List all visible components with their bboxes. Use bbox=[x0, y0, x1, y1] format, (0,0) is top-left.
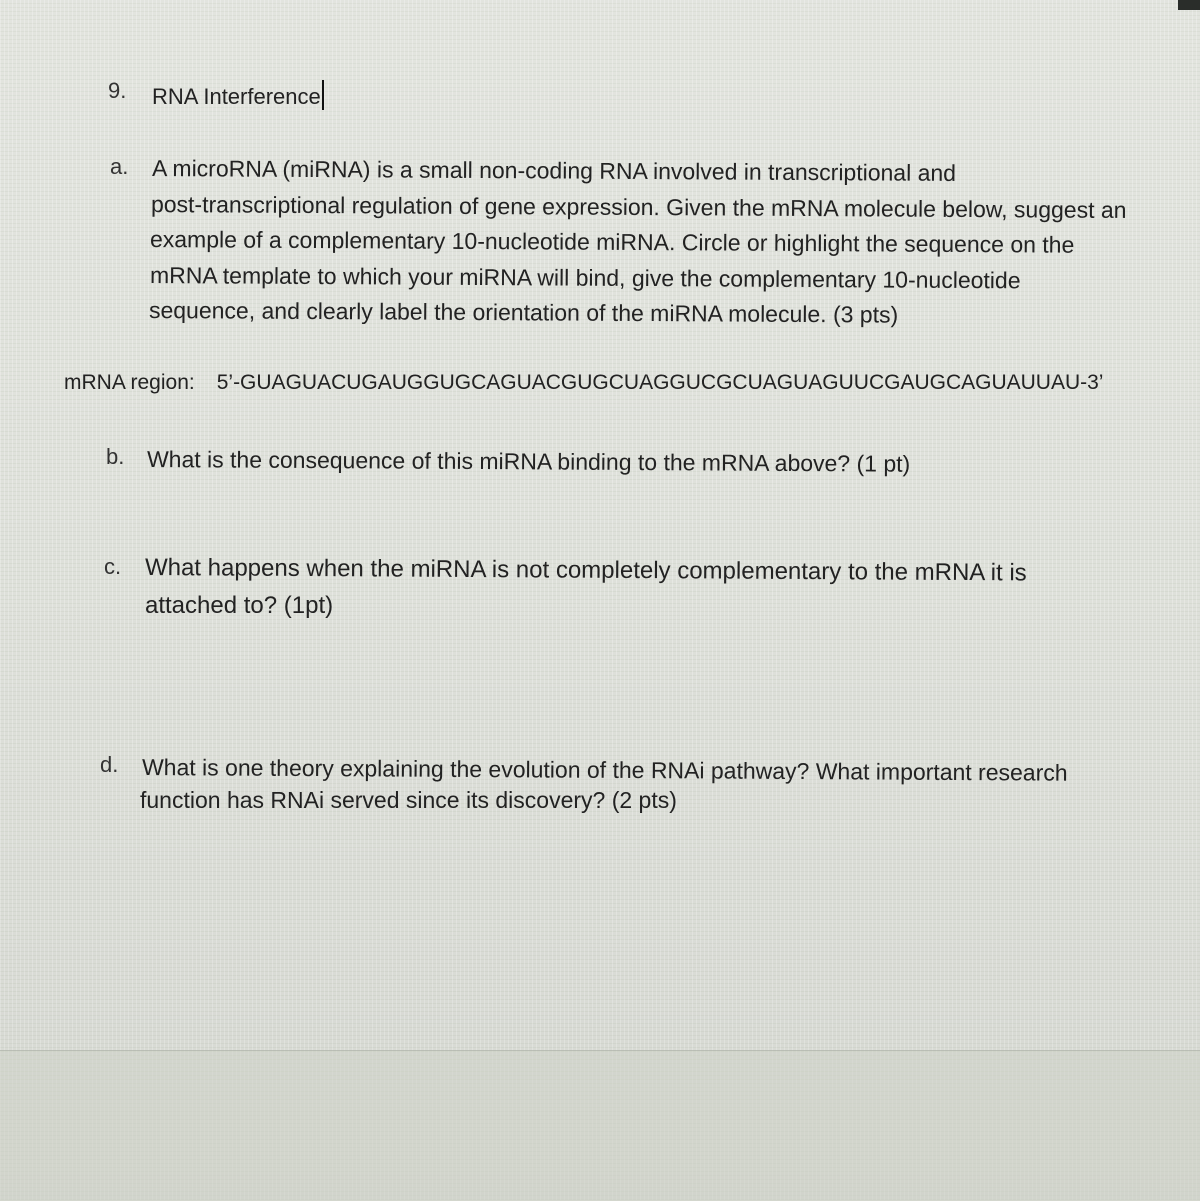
part-a-line-4: mRNA template to which your miRNA will bind, give the complementary 10-nucleotide bbox=[149, 262, 1021, 294]
mrna-region bbox=[64, 372, 1103, 393]
mrna-label: mRNA region: bbox=[64, 371, 195, 394]
part-d-line-2: function has RNAi served since its discovery? (2 pts) bbox=[140, 787, 677, 813]
part-a-line-1: A microRNA (miRNA) is a small non-coding RNA involved in transcriptional and bbox=[151, 155, 957, 186]
part-c-line-2: attached to? (1pt) bbox=[145, 592, 334, 619]
part-d-marker: d. bbox=[100, 752, 119, 777]
part-a-marker: a. bbox=[110, 154, 129, 179]
part-a-line-3: example of a complementary 10-nucleotide miRNA. Circle or highlight the sequence on the bbox=[149, 226, 1075, 258]
screen-bottom-strip bbox=[0, 1050, 1200, 1201]
part-c-line-1: What happens when the miRNA is not completely complementary to the mRNA it is bbox=[144, 554, 1027, 587]
part-a-line-2: post-transcriptional regulation of gene expression. Given the mRNA molecule below, suggest an bbox=[150, 191, 1127, 223]
question-title[interactable] bbox=[152, 80, 324, 110]
question-title-text: RNA Interference bbox=[152, 84, 321, 109]
mrna-sequence: 5’-GUAGUACUGAUGGUGCAGUACGUGCUAGGUCGCUAGUAGUUCGAUGCAGUAUUAU-3’ bbox=[216, 371, 1104, 394]
part-c-marker: c. bbox=[104, 554, 122, 579]
part-d-line-1: What is one theory explaining the evolution of the RNAi pathway? What important research bbox=[141, 754, 1068, 786]
part-b-marker: b. bbox=[106, 444, 125, 469]
part-b-line-1: What is the consequence of this miRNA binding to the mRNA above? (1 pt) bbox=[146, 446, 911, 477]
question-number: 9. bbox=[108, 78, 127, 103]
part-a-line-5: sequence, and clearly label the orientation of the miRNA molecule. (3 pts) bbox=[148, 297, 899, 328]
text-cursor bbox=[322, 80, 324, 110]
